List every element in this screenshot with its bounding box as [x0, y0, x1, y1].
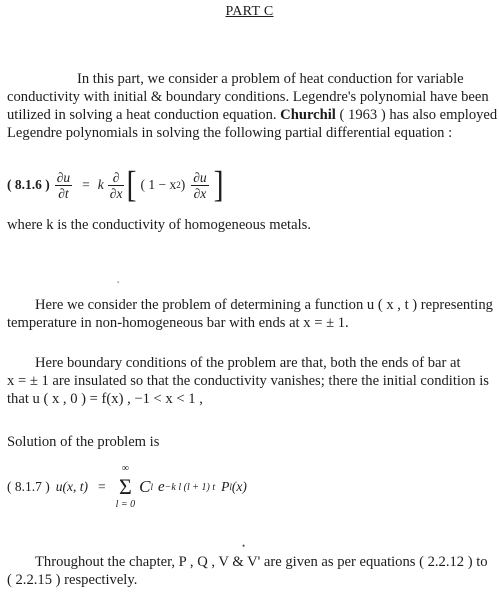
eq2-exp-sup: −k l (l + 1) t	[164, 481, 216, 493]
eq1-lhs-fraction	[55, 170, 72, 201]
para3-line-1: Here boundary conditions of the problem are that, both the ends of bar at	[35, 355, 461, 371]
eq1-rhs-fraction	[191, 170, 208, 201]
intro-paragraph	[7, 70, 497, 142]
eq2-exp-base: e	[158, 478, 165, 495]
eq1-rhs-den: ∂x	[193, 185, 207, 201]
eq2-sum-symbol: Σ	[118, 474, 132, 499]
intro-line-3-text: utilized in solving a heat conduction equation.	[7, 107, 277, 123]
intro-line-3	[7, 106, 497, 124]
para3-line-3: that u ( x , 0 ) = f(x) , −1 < x < 1 ,	[7, 391, 203, 407]
solution-line: Solution of the problem is	[7, 434, 160, 450]
para4-line-2: ( 2.2.15 ) respectively.	[7, 572, 138, 588]
eq1-operator-fraction	[108, 170, 125, 201]
eq1-lhs-den: ∂t	[58, 185, 69, 201]
author-name: Churchil	[280, 107, 336, 123]
eq1-lhs-num: ∂u	[56, 169, 71, 185]
paragraph-function-definition	[7, 296, 493, 332]
intro-line-1: In this part, we consider a problem of heat conduction for variable	[77, 71, 464, 87]
eq2-poly: P	[221, 479, 230, 494]
eq2-coef-sub: l	[150, 482, 153, 492]
eq1-inner-close: )	[180, 177, 186, 192]
scan-speck: ˛	[117, 273, 120, 283]
eq1-op-num: ∂	[108, 170, 125, 186]
eq1-k: k	[97, 177, 104, 192]
scan-speck-bullet: •	[242, 541, 246, 551]
eq1-close-bracket: ]	[213, 163, 224, 205]
eq1-inner-open: ( 1 − x	[140, 177, 177, 192]
closing-paragraph	[7, 553, 488, 589]
eq2-lhs: u(x, t)	[55, 479, 88, 494]
eq1-op-den: ∂x	[109, 185, 123, 201]
citation-tail: ( 1963 ) has also employed	[335, 107, 498, 123]
para2-line-2: temperature in non-homogeneous bar with ends at x = ± 1.	[7, 315, 349, 331]
eq1-rhs-num: ∂u	[193, 169, 207, 185]
eq1-label: ( 8.1.6 )	[7, 177, 50, 192]
paragraph-boundary-conditions	[7, 354, 489, 408]
eq1-equals: =	[82, 177, 90, 192]
eq2-sum-top: ∞	[121, 463, 129, 474]
equation-8-1-7	[7, 455, 247, 519]
intro-line-2: conductivity with initial & boundary conditions. Legendre's polynomial have been	[7, 89, 489, 105]
equation-8-1-6	[7, 160, 224, 210]
section-heading: PART C	[225, 4, 274, 19]
para3-line-2: x = ± 1 are insulated so that the conductivity vanishes; there the initial condition is	[7, 373, 489, 389]
eq1-open-bracket: [	[126, 163, 137, 205]
intro-line-4: Legendre polynomials in solving the following partial differential equation :	[7, 125, 453, 141]
eq2-poly-arg: (x)	[231, 479, 247, 494]
para2-line-1: Here we consider the problem of determining a function u ( x , t ) representing	[35, 297, 493, 313]
eq2-equals: =	[97, 479, 106, 494]
where-line: where k is the conductivity of homogeneous metals.	[7, 217, 311, 233]
eq2-sum-bottom: l = 0	[115, 499, 136, 510]
para4-line-1: Throughout the chapter, P , Q , V & V' are given as per equations ( 2.2.12 ) to	[35, 554, 488, 570]
eq2-coef: C	[139, 477, 151, 496]
eq2-summation	[116, 462, 136, 512]
eq1-inner-sup: 2	[176, 180, 181, 190]
eq2-label: ( 8.1.7 )	[7, 479, 50, 494]
eq2-poly-sub: l	[229, 482, 232, 492]
